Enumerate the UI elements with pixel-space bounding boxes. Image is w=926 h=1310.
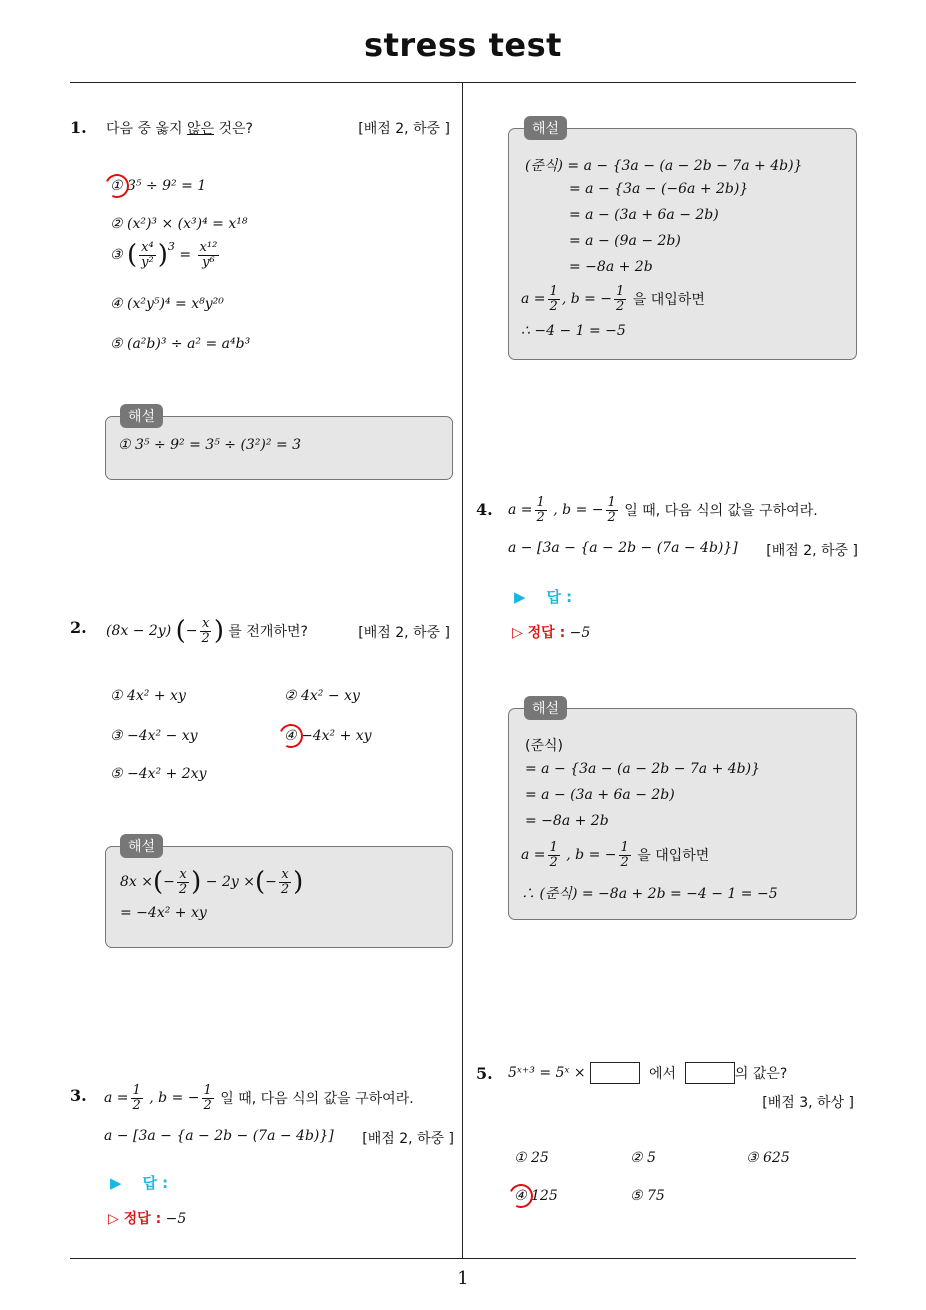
question-prompt: (8x − 2y) ( − $\frac{x}{2}$ ) 를 전개하면? (106, 615, 308, 646)
choice-2[interactable]: ② (x²)³ × (x³)⁴ = x¹⁸ (110, 216, 248, 232)
choice-3[interactable]: ③ ( $\frac{\text{x⁴}}{\text{y²}}$ ) $^3$ = $\frac{\text{x¹²}}{\text{y⁶}}$ (110, 239, 218, 270)
solution-line: = a − {3a − (a − 2b − 7a + 4b)} (525, 761, 761, 777)
header-rule (70, 82, 856, 83)
substitution-line: a = $\frac{1}{2}$ , b = − $\frac{1}{2}$ 을 대입하면 (521, 284, 705, 314)
question-prompt: 다음 중 옳지 않은 것은? (106, 121, 253, 137)
question-5 (476, 1058, 860, 1218)
explanation-tag: 해설 (120, 834, 163, 858)
choice-4[interactable]: ④ −4x² + xy (284, 728, 372, 744)
choice-3[interactable]: ③ −4x² − xy (110, 728, 198, 744)
score-label: [배점 2, 하중 ] (766, 543, 858, 559)
question-1 (70, 112, 454, 492)
explanation-box (508, 128, 857, 360)
solution-line: = a − {3a − (−6a + 2b)} (569, 181, 749, 197)
choice-1[interactable]: ① 25 (514, 1150, 549, 1166)
footer-rule (70, 1258, 856, 1259)
solution-line: (준식) (525, 738, 563, 754)
explanation-tag: 해설 (524, 116, 567, 140)
selected-mark (276, 721, 307, 752)
choice-1[interactable]: ① 4x² + xy (110, 688, 186, 704)
question-number: 2. (70, 618, 87, 637)
choice-5[interactable]: ⑤ −4x² + 2xy (110, 766, 207, 782)
solution-answer: ▷ 정답 : −5 (108, 1211, 187, 1227)
question-number: 3. (70, 1086, 87, 1105)
solution-answer: ▷ 정답 : −5 (512, 625, 591, 641)
explanation-line-1: 8x × ( − $\frac{x}{2}$ ) − 2y × ( − $\frac{x}{2}$ ) (120, 866, 304, 897)
solution-line: = −8a + 2b (525, 813, 609, 829)
selected-mark (102, 171, 133, 202)
solution-line: = a − (3a + 6a − 2b) (525, 787, 675, 803)
choice-3[interactable]: ③ 625 (746, 1150, 790, 1166)
choice-2[interactable]: ② 5 (630, 1150, 656, 1166)
question-prompt: a = $\frac{1}{2}$ , b = − $\frac{1}{2}$ 일 때, 다음 식의 값을 구하여라. (508, 495, 818, 525)
question-number: 4. (476, 500, 493, 519)
page-number: 1 (457, 1268, 469, 1289)
solution-line: = a − (3a + 6a − 2b) (569, 207, 719, 223)
blank-box[interactable] (685, 1062, 735, 1084)
explanation-box (105, 846, 453, 948)
explanation-line-2: = −4x² + xy (120, 905, 207, 921)
question-2 (70, 612, 454, 952)
score-label: [배점 2, 하중 ] (362, 1131, 454, 1147)
solution-line: (준식) = a − {3a − (a − 2b − 7a + 4b)} (525, 158, 803, 174)
answer-field[interactable]: ▶ 답 : (110, 1174, 169, 1192)
choice-1[interactable]: ① 3⁵ ÷ 9² = 1 (110, 178, 207, 194)
question-4 (476, 494, 860, 934)
explanation-tag: 해설 (524, 696, 567, 720)
choice-5[interactable]: ⑤ 75 (630, 1188, 665, 1204)
solution-line: = a − (9a − 2b) (569, 233, 681, 249)
question-number: 5. (476, 1064, 493, 1083)
score-label: [배점 3, 하상 ] (762, 1095, 854, 1111)
expression: a − [3a − {a − 2b − (7a − 4b)}] (104, 1128, 334, 1144)
choice-2[interactable]: ② 4x² − xy (284, 688, 360, 704)
emphasis-underline: 않은 (186, 121, 215, 137)
substitution-line: a = $\frac{1}{2}$ , b = − $\frac{1}{2}$ 을 대입하면 (521, 840, 710, 870)
score-label: [배점 2, 하중 ] (358, 121, 450, 137)
answer-field[interactable]: ▶ 답 : (514, 588, 573, 606)
column-divider (462, 82, 463, 1258)
question-number: 1. (70, 118, 87, 137)
score-label: [배점 2, 하중 ] (358, 625, 450, 641)
selected-mark (506, 1181, 537, 1212)
solution-line: = −8a + 2b (569, 259, 653, 275)
choice-4[interactable]: ④ (x²y⁵)⁴ = x⁸y²⁰ (110, 296, 224, 312)
choice-5[interactable]: ⑤ (a²b)³ ÷ a² = a⁴b³ (110, 336, 251, 352)
explanation-text: ① 3⁵ ÷ 9² = 3⁵ ÷ (3²)² = 3 (118, 437, 302, 453)
question-prompt: 5ˣ⁺³ = 5ˣ × 에서 의 값은? (508, 1062, 787, 1084)
explanation-tag: 해설 (120, 404, 163, 428)
question-prompt: a = $\frac{1}{2}$ , b = − $\frac{1}{2}$ 일 때, 다음 식의 값을 구하여라. (104, 1083, 414, 1113)
page-title: stress test (364, 26, 562, 64)
blank-box[interactable] (590, 1062, 640, 1084)
solution-result: ∴ −4 − 1 = −5 (521, 323, 626, 339)
choice-4[interactable]: ④ 125 (514, 1188, 558, 1204)
question-3 (70, 1080, 454, 1240)
solution-result: ∴ (준식) = −8a + 2b = −4 − 1 = −5 (521, 886, 778, 902)
explanation-box (508, 708, 857, 920)
expression: a − [3a − {a − 2b − (7a − 4b)}] (508, 540, 738, 556)
